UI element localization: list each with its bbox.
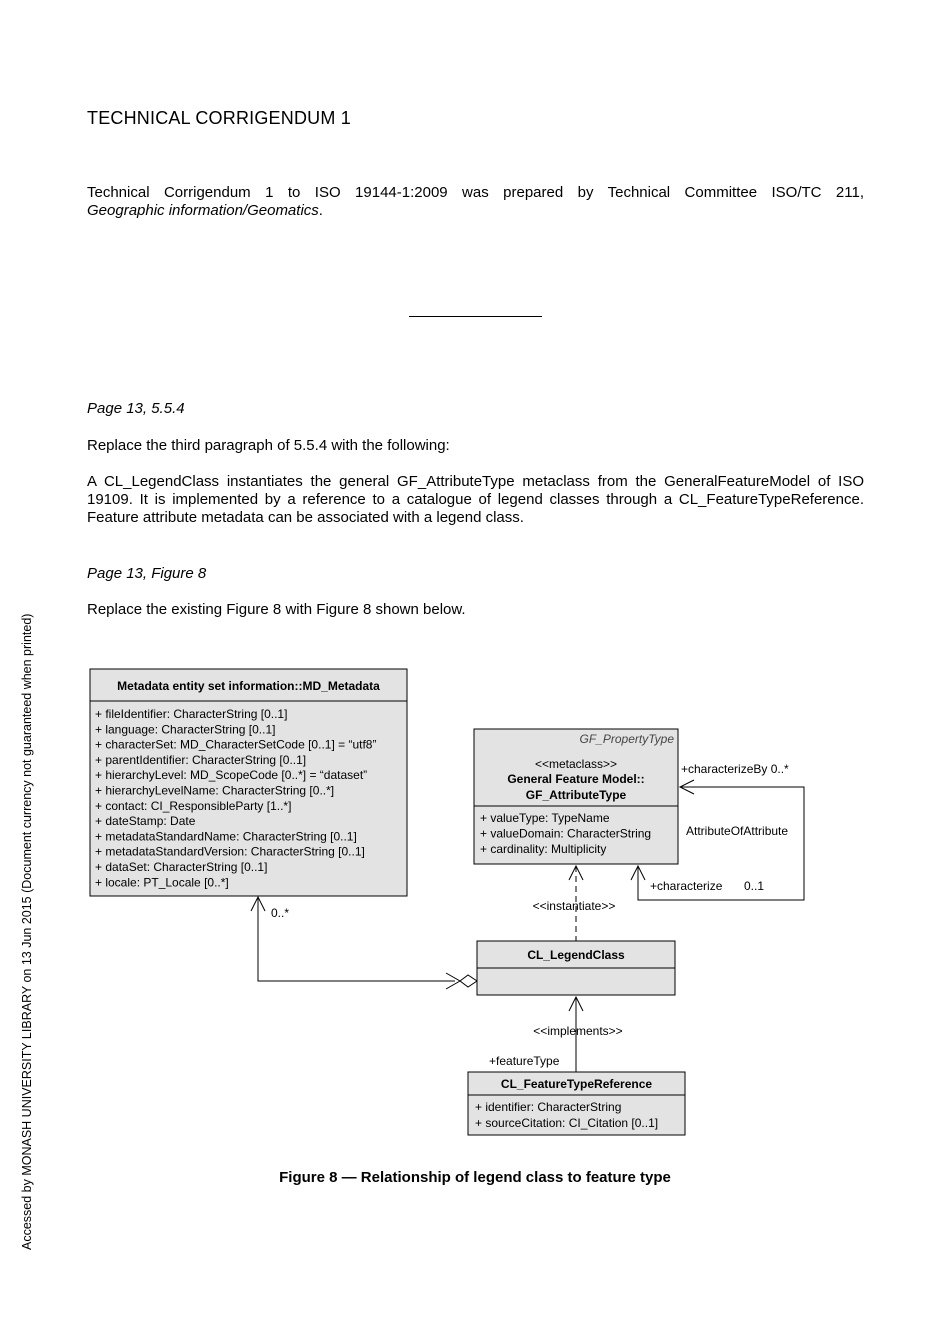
gf-attr: + valueType: TypeName <box>480 811 610 825</box>
label-attribute-of-attribute: AttributeOfAttribute <box>686 824 789 838</box>
gf-attr: + valueDomain: CharacterString <box>480 826 652 841</box>
section2-instruction: Replace the existing Figure 8 with Figure 8 shown below. <box>87 601 466 618</box>
md-metadata-title: Metadata entity set information::MD_Metadata <box>117 679 380 693</box>
md-attr: + language: CharacterString [0..1] <box>95 722 276 737</box>
gf-stereotype: <<metaclass>> <box>534 757 618 771</box>
md-attr: + dateStamp: Date <box>95 814 196 829</box>
label-instantiate: <<instantiate>> <box>532 899 616 913</box>
gf-title-line1: General Feature Model:: <box>507 772 645 786</box>
ftr-attr: + identifier: CharacterString <box>475 1100 622 1114</box>
label-characterize: +characterize <box>650 879 723 893</box>
intro-period: . <box>318 202 323 219</box>
cl-feature-type-reference-class <box>468 1072 685 1135</box>
aggregation-diamond <box>460 975 477 987</box>
md-attr: + fileIdentifier: CharacterString [0..1] <box>95 707 288 721</box>
md-attr: + contact: CI_ResponsibleParty [1..*] <box>95 798 292 813</box>
access-watermark: Accessed by MONASH UNIVERSITY LIBRARY on 13 Jun 2015 (Document currency not guaranteed when printed) <box>20 613 34 1250</box>
gf-title-line2: GF_AttributeType <box>525 788 627 802</box>
gf-attr: + cardinality: Multiplicity <box>480 842 607 856</box>
section1-reference: Page 13, 5.5.4 <box>87 400 185 417</box>
section2-reference: Page 13, Figure 8 <box>87 565 207 582</box>
md-attr: + dataSet: CharacterString [0..1] <box>95 860 268 874</box>
section1-paragraph: A CL_LegendClass instantiates the general GF_AttributeType metaclass from the GeneralFeatureModel of ISO 19109. It is implemented by a reference to a catalogue of legend classes through a CL_FeatureTypeReference. Feature attribute metadata can be associated with a legend class. <box>87 473 864 526</box>
ftr-attr: + sourceCitation: CI_Citation [0..1] <box>475 1116 659 1130</box>
intro-line-1: Technical Corrigendum 1 to ISO 19144-1:2009 was prepared by Technical Committee ISO/TC 211, <box>87 184 864 201</box>
cl-legend-class <box>477 941 675 995</box>
feature-type-ref-title: CL_FeatureTypeReference <box>500 1077 653 1091</box>
md-attr: + metadataStandardVersion: CharacterString [0..1] <box>95 844 365 859</box>
md-attr: + parentIdentifier: CharacterString [0..1] <box>95 752 307 767</box>
section1-instruction: Replace the third paragraph of 5.5.4 with the following: <box>87 437 450 454</box>
md-metadata-class <box>90 669 407 896</box>
figure-caption: Figure 8 — Relationship of legend class to feature type <box>279 1169 671 1186</box>
intro-committee-name: Geographic information/Geomatics <box>87 202 319 219</box>
label-characterize-by: +characterizeBy 0..* <box>681 762 789 776</box>
label-implements: <<implements>> <box>533 1024 623 1038</box>
md-attr: + metadataStandardName: CharacterString [0..1] <box>95 829 357 844</box>
page-heading: TECHNICAL CORRIGENDUM 1 <box>87 108 351 128</box>
gf-attribute-type-class <box>474 729 678 864</box>
label-feature-type: +featureType <box>489 1054 560 1068</box>
md-attr: + locale: PT_Locale [0..*] <box>95 875 229 890</box>
md-attr: + characterSet: MD_CharacterSetCode [0..1] = “utf8” <box>95 737 377 752</box>
label-characterize-multiplicity: 0..1 <box>744 879 765 893</box>
md-attr: + hierarchyLevelName: CharacterString [0..*] <box>95 783 335 798</box>
gf-parent-label: GF_PropertyType <box>579 732 674 746</box>
label-aggregation-multiplicity: 0..* <box>271 906 290 920</box>
md-attr: + hierarchyLevel: MD_ScopeCode [0..*] = “dataset” <box>95 768 368 783</box>
legend-class-title: CL_LegendClass <box>527 948 625 962</box>
